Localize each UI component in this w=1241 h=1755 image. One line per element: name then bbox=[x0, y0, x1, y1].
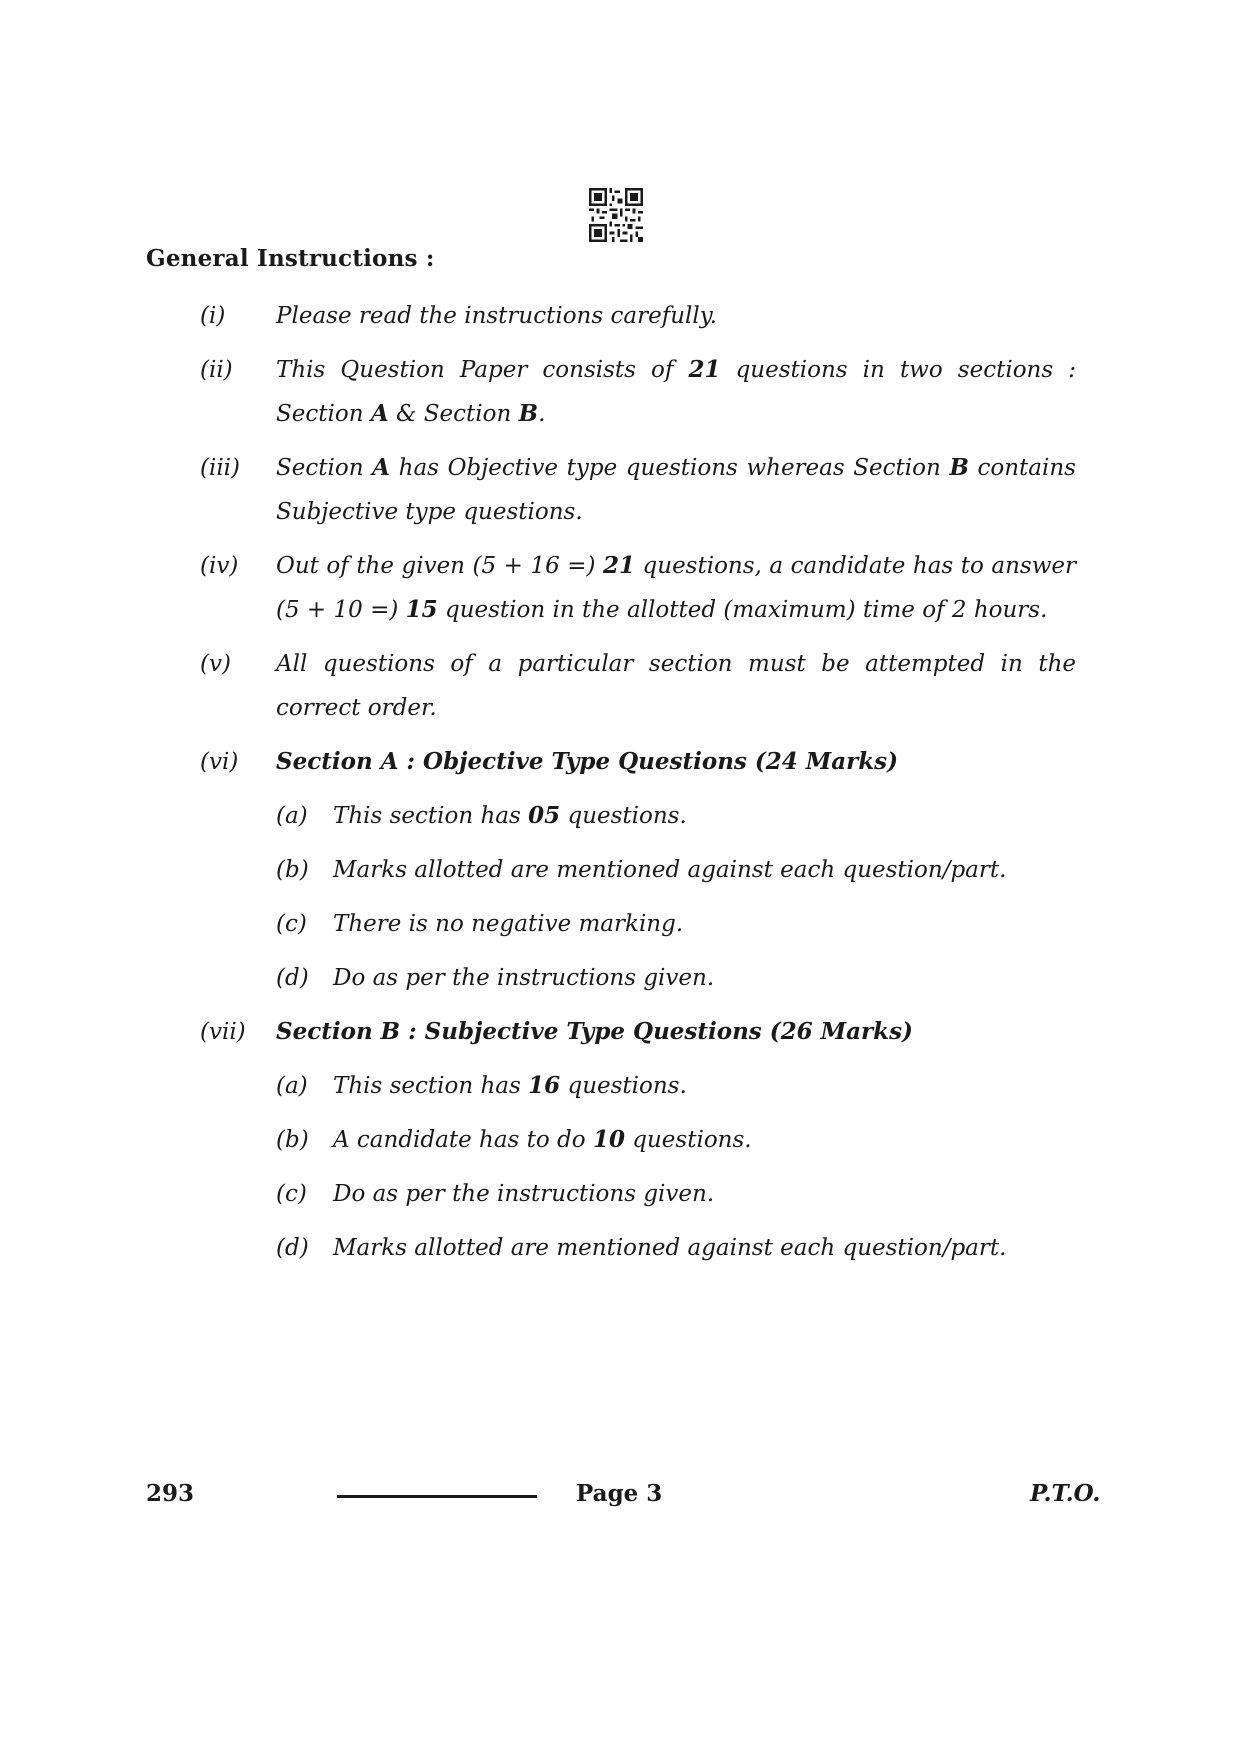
text-run: Marks allotted are mentioned against each question/part. bbox=[333, 1235, 1007, 1261]
item-number: (i) bbox=[200, 303, 226, 329]
text-run: questions. bbox=[624, 1127, 752, 1153]
emphasis-text: 15 bbox=[405, 596, 438, 623]
text-run: Do as per the instructions given. bbox=[333, 965, 715, 991]
emphasis-text: B bbox=[518, 400, 539, 427]
sub-item-letter: (d) bbox=[276, 965, 309, 991]
emphasis-text: 21 bbox=[603, 552, 636, 579]
general-instructions-heading: General Instructions : bbox=[146, 245, 435, 272]
item-number: (vi) bbox=[200, 749, 239, 775]
text-run: A candidate has to do bbox=[333, 1127, 593, 1153]
item-text bbox=[276, 348, 1076, 436]
text-run: Out of the given (5 + 16 =) bbox=[276, 553, 603, 579]
sub-item-text bbox=[333, 1118, 1053, 1162]
emphasis-text: 10 bbox=[592, 1126, 625, 1153]
text-run: Section bbox=[276, 455, 373, 481]
sub-item-letter: (c) bbox=[276, 1181, 307, 1207]
text-run: This Question Paper consists of bbox=[276, 357, 689, 383]
text-run: Marks allotted are mentioned against each question/part. bbox=[333, 857, 1007, 883]
footer-rule bbox=[337, 1495, 537, 1498]
text-run: questions, a candidate has to answer (5 + 10 =) bbox=[276, 553, 1076, 623]
text-run: & Section bbox=[388, 401, 519, 427]
page-number: Page 3 bbox=[576, 1480, 663, 1507]
item-number: (vii) bbox=[200, 1019, 246, 1045]
section-a-title: Section A : Objective Type Questions (24 Marks) bbox=[276, 748, 899, 775]
item-number: (iii) bbox=[200, 455, 241, 481]
text-run: has Objective type questions whereas Section bbox=[390, 455, 950, 481]
text-run: questions. bbox=[560, 803, 687, 829]
sub-item-text bbox=[333, 848, 1053, 892]
sub-item-text bbox=[333, 1172, 1053, 1216]
sub-item-letter: (b) bbox=[276, 1127, 309, 1153]
text-run: All questions of a particular section must be attempted in the correct order. bbox=[276, 651, 1076, 721]
text-run: There is no negative marking. bbox=[333, 911, 684, 937]
sub-item-letter: (c) bbox=[276, 911, 307, 937]
sub-item-letter: (b) bbox=[276, 857, 309, 883]
text-run: contains Subjective type questions. bbox=[276, 455, 1076, 525]
text-run: This section has bbox=[333, 1073, 529, 1099]
sub-item-text bbox=[333, 1064, 1053, 1108]
sub-item-letter: (a) bbox=[276, 1073, 308, 1099]
text-run: Please read the instructions carefully. bbox=[276, 303, 717, 329]
sub-item-text bbox=[333, 902, 1053, 946]
text-run: question in the allotted (maximum) time of 2 hours. bbox=[437, 597, 1048, 623]
text-run: . bbox=[538, 401, 546, 427]
text-run: questions. bbox=[560, 1073, 687, 1099]
text-run: questions in two sections : Section bbox=[276, 357, 1076, 427]
text-run: This section has bbox=[333, 803, 529, 829]
emphasis-text: B bbox=[949, 454, 969, 481]
emphasis-text: 16 bbox=[528, 1072, 561, 1099]
emphasis-text: A bbox=[372, 454, 390, 481]
sub-item-text bbox=[333, 794, 1053, 838]
text-run: Do as per the instructions given. bbox=[333, 1181, 715, 1207]
item-number: (iv) bbox=[200, 553, 239, 579]
item-text bbox=[276, 544, 1076, 632]
sub-item-letter: (d) bbox=[276, 1235, 309, 1261]
emphasis-text: 05 bbox=[528, 802, 561, 829]
sub-item-text bbox=[333, 956, 1053, 1000]
pto-label: P.T.O. bbox=[1030, 1480, 1101, 1507]
section-b-title: Section B : Subjective Type Questions (26 Marks) bbox=[276, 1018, 913, 1045]
emphasis-text: 21 bbox=[688, 356, 721, 383]
paper-code: 293 bbox=[146, 1480, 195, 1507]
item-number: (v) bbox=[200, 651, 231, 677]
item-text bbox=[276, 446, 1076, 534]
item-text bbox=[276, 642, 1076, 730]
sub-item-letter: (a) bbox=[276, 803, 308, 829]
qr-code bbox=[589, 188, 643, 242]
item-text bbox=[276, 294, 1076, 338]
item-number: (ii) bbox=[200, 357, 233, 383]
emphasis-text: A bbox=[370, 400, 389, 427]
sub-item-text bbox=[333, 1226, 1053, 1270]
